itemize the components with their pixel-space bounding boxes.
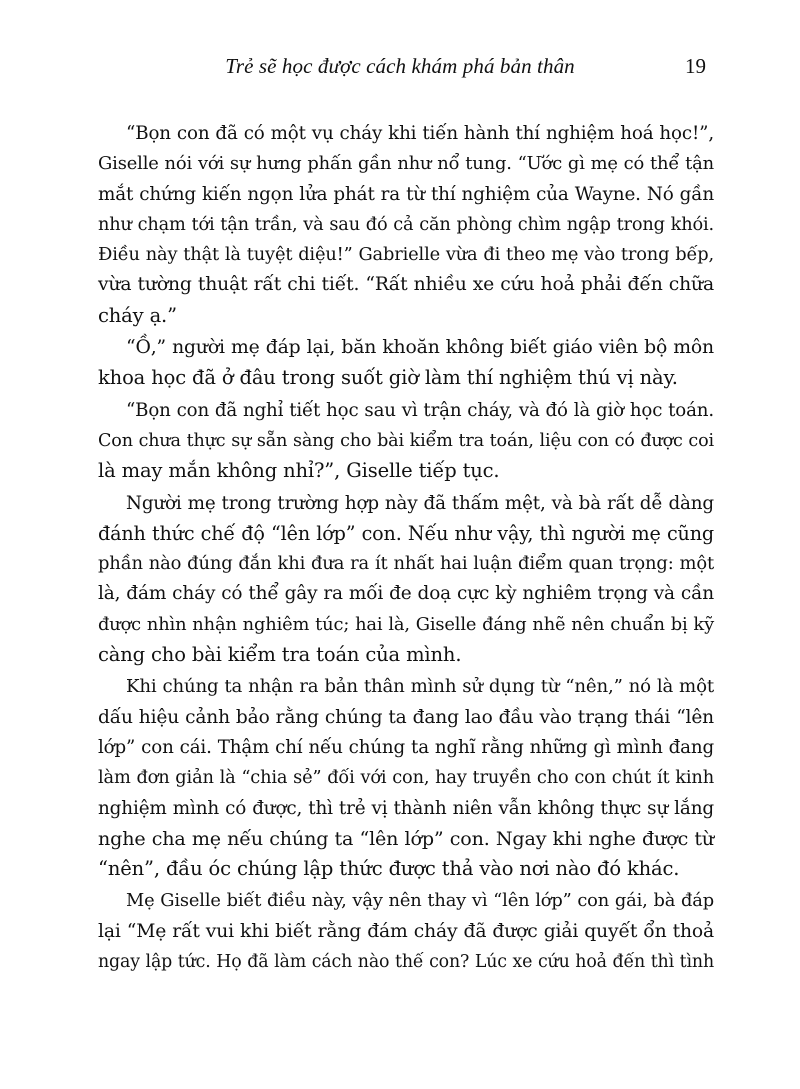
text-line: Mẹ Giselle biết điều này, vậy nên thay vì “lên lớp” con gái, bà đáp [126, 890, 714, 912]
paragraph [98, 119, 714, 331]
paragraph [98, 886, 714, 977]
text-line: “Bọn con đã có một vụ cháy khi tiến hành thí nghiệm hoá học!”, [126, 123, 714, 144]
text-line: “Ồ,” người mẹ đáp lại, băn khoăn không biết giáo viên bộ môn [126, 337, 714, 359]
text-line: cháy ạ.” [98, 303, 177, 327]
paragraph [98, 396, 714, 487]
text-line: vừa tường thuật rất chi tiết. “Rất nhiều xe cứu hoả phải đến chữa [98, 274, 714, 296]
text-line: được nhìn nhận nghiêm túc; hai là, Giselle đáng nhẽ nên chuẩn bị kỹ [98, 613, 714, 635]
paragraph [98, 333, 714, 394]
text-line: ngay lập tức. Họ đã làm cách nào thế con? Lúc xe cứu hoả đến thì tình [98, 952, 714, 973]
text-line: Khi chúng ta nhận ra bản thân mình sử dụng từ “nên,” nó là một [126, 676, 714, 698]
paragraph [98, 672, 714, 884]
text-line: “Bọn con đã nghỉ tiết học sau vì trận cháy, và đó là giờ học toán. [126, 399, 714, 421]
text-line: Người mẹ trong trường hợp này đã thấm mệt, và bà rất dễ dàng [126, 492, 714, 514]
text-line: đánh thức chế độ “lên lớp” con. Nếu như vậy, thì người mẹ cũng [98, 521, 714, 545]
text-line: là may mắn không nhỉ?”, Giselle tiếp tục. [98, 459, 500, 483]
page-header [0, 52, 800, 82]
text-line: Con chưa thực sự sẵn sàng cho bài kiểm tra toán, liệu con có được coi [98, 430, 714, 451]
text-line: Giselle nói với sự hưng phấn gần như nổ tung. “Ước gì mẹ có thể tận [98, 153, 714, 175]
text-line: “nên”, đầu óc chúng lập thức được thả vào nơi nào đó khác. [98, 857, 680, 881]
text-line: nghiệm mình có được, thì trẻ vị thành niên vẫn không thực sự lắng [98, 797, 714, 819]
text-line: như chạm tới tận trần, và sau đó cả căn phòng chìm ngập trong khói. [98, 214, 714, 235]
text-line: nghe cha mẹ nếu chúng ta “lên lớp” con. Ngay khi nghe được từ [98, 826, 714, 850]
text-line: lớp” con cái. Thậm chí nếu chúng ta nghĩ rằng những gì mình đang [98, 736, 714, 758]
text-line: phần nào đúng đắn khi đưa ra ít nhất hai luận điểm quan trọng: một [98, 553, 714, 575]
text-line: làm đơn giản là “chia sẻ” đối với con, hay truyền cho con chút ít kinh [98, 767, 714, 789]
text-line: Điều này thật là tuyệt diệu!” Gabrielle vừa đi theo mẹ vào trong bếp, [98, 244, 714, 266]
text-line: càng cho bài kiểm tra toán của mình. [98, 643, 462, 667]
paragraph [98, 489, 714, 671]
text-line: mắt chứng kiến ngọn lửa phát ra từ thí nghiệm của Wayne. Nó gần [98, 183, 714, 205]
text-line: dấu hiệu cảnh bảo rằng chúng ta đang lao đầu vào trạng thái “lên [98, 706, 714, 728]
text-line: khoa học đã ở đâu trong suốt giờ làm thí nghiệm thú vị này. [98, 366, 678, 390]
page-number: 19 [685, 54, 706, 78]
body-text [98, 119, 714, 979]
text-line: lại “Mẹ rất vui khi biết rằng đám cháy đã được giải quyết ổn thoả [98, 920, 714, 942]
running-title: Trẻ sẽ học được cách khám phá bản thân [225, 54, 575, 78]
text-line: là, đám cháy có thể gây ra mối đe doạ cực kỳ nghiêm trọng và cần [98, 583, 714, 605]
